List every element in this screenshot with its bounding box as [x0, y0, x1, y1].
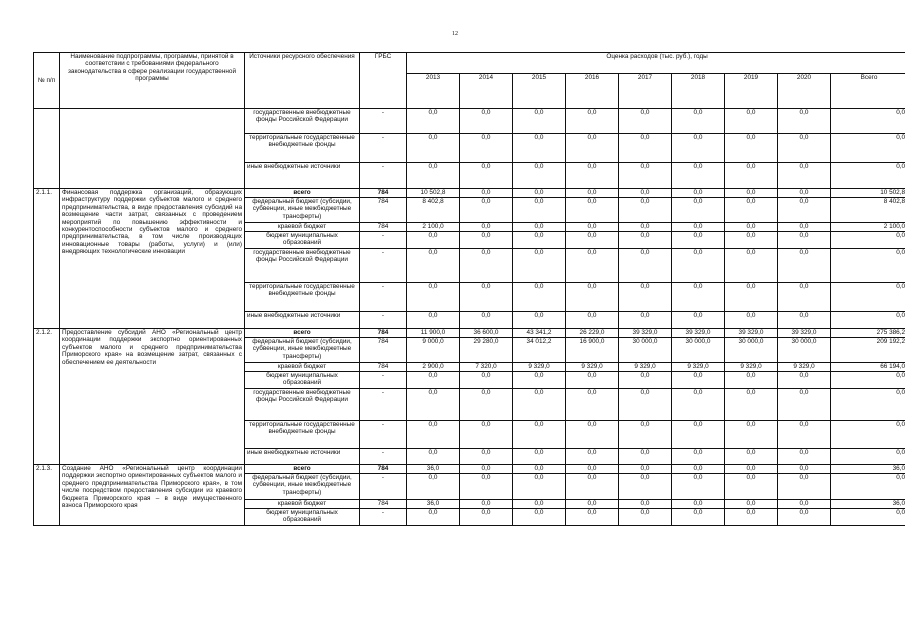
grbs-cell: 784 — [360, 329, 407, 338]
value-cell: 0,0 — [566, 134, 619, 163]
value-cell: 0,0 — [513, 509, 566, 526]
value-cell: 0,0 — [513, 232, 566, 249]
value-cell: 0,0 — [619, 283, 672, 312]
total-cell: 0,0 — [831, 389, 905, 421]
value-cell: 0,0 — [566, 283, 619, 312]
value-cell: 0,0 — [460, 163, 513, 189]
value-cell: 0,0 — [513, 198, 566, 223]
value-cell: 0,0 — [566, 465, 619, 474]
value-cell: 29 280,0 — [460, 338, 513, 363]
value-cell: 0,0 — [407, 509, 460, 526]
value-cell: 0,0 — [513, 223, 566, 232]
table-row — [34, 465, 905, 474]
header-year: 2020 — [778, 74, 831, 109]
value-cell: 0,0 — [407, 283, 460, 312]
row-number: 2.1.3. — [34, 465, 60, 526]
value-cell: 0,0 — [513, 372, 566, 389]
value-cell: 0,0 — [672, 189, 725, 198]
value-cell: 0,0 — [513, 449, 566, 465]
value-cell: 0,0 — [513, 134, 566, 163]
value-cell: 0,0 — [725, 449, 778, 465]
grbs-cell: 784 — [360, 338, 407, 363]
source-cell: федеральный бюджет (субсидии, субвенции, иные межбюджетные трансферты) — [245, 198, 360, 223]
total-cell: 66 194,0 — [831, 363, 905, 372]
header-total: Всего — [831, 74, 905, 109]
value-cell: 0,0 — [778, 449, 831, 465]
source-cell: всего — [245, 465, 360, 474]
value-cell: 36 600,0 — [460, 329, 513, 338]
grbs-cell: - — [360, 474, 407, 500]
value-cell: 0,0 — [672, 465, 725, 474]
header-year: 2015 — [513, 74, 566, 109]
value-cell: 0,0 — [725, 465, 778, 474]
value-cell: 0,0 — [566, 449, 619, 465]
value-cell: 0,0 — [725, 372, 778, 389]
grbs-cell: - — [360, 312, 407, 329]
value-cell: 0,0 — [460, 249, 513, 283]
value-cell: 0,0 — [619, 223, 672, 232]
value-cell: 0,0 — [619, 372, 672, 389]
header-year: 2019 — [725, 74, 778, 109]
value-cell: 0,0 — [619, 389, 672, 421]
value-cell: 0,0 — [460, 449, 513, 465]
value-cell: 0,0 — [619, 449, 672, 465]
total-cell: 2 100,0 — [831, 223, 905, 232]
value-cell: 0,0 — [460, 474, 513, 500]
table-row — [34, 189, 905, 198]
grbs-cell: 784 — [360, 465, 407, 474]
value-cell: 0,0 — [778, 500, 831, 509]
row-number: 2.1.1. — [34, 189, 60, 329]
source-cell: иные внебюджетные источники — [245, 312, 360, 329]
value-cell: 0,0 — [513, 249, 566, 283]
value-cell: 9 329,0 — [513, 363, 566, 372]
header-sources: Источники ресурсного обеспечения — [245, 53, 360, 109]
value-cell: 0,0 — [778, 189, 831, 198]
value-cell: 0,0 — [778, 283, 831, 312]
value-cell: 0,0 — [778, 465, 831, 474]
value-cell: 0,0 — [725, 198, 778, 223]
value-cell: 0,0 — [407, 163, 460, 189]
value-cell: 0,0 — [460, 198, 513, 223]
grbs-cell: 784 — [360, 363, 407, 372]
value-cell: 0,0 — [460, 500, 513, 509]
source-cell: бюджет муниципальных образований — [245, 509, 360, 526]
header-year: 2014 — [460, 74, 513, 109]
value-cell: 9 329,0 — [778, 363, 831, 372]
value-cell: 0,0 — [725, 223, 778, 232]
value-cell: 0,0 — [778, 232, 831, 249]
value-cell: 0,0 — [460, 389, 513, 421]
source-cell: государственные внебюджетные фонды Российской Федерации — [245, 249, 360, 283]
value-cell: 0,0 — [566, 474, 619, 500]
value-cell: 0,0 — [513, 189, 566, 198]
value-cell: 0,0 — [619, 500, 672, 509]
total-cell: 209 192,2 — [831, 338, 905, 363]
value-cell: 0,0 — [672, 134, 725, 163]
source-cell: иные внебюджетные источники — [245, 449, 360, 465]
value-cell: 0,0 — [460, 372, 513, 389]
source-cell: краевой бюджет — [245, 363, 360, 372]
value-cell: 0,0 — [725, 312, 778, 329]
value-cell: 0,0 — [407, 449, 460, 465]
value-cell: 0,0 — [460, 283, 513, 312]
value-cell: 0,0 — [778, 223, 831, 232]
value-cell: 0,0 — [672, 109, 725, 134]
grbs-cell: 784 — [360, 189, 407, 198]
value-cell: 0,0 — [672, 283, 725, 312]
grbs-cell: - — [360, 449, 407, 465]
value-cell: 30 000,0 — [778, 338, 831, 363]
value-cell: 0,0 — [778, 372, 831, 389]
header-estimate: Оценка расходов (тыс. руб.), годы — [407, 53, 905, 74]
value-cell: 0,0 — [619, 198, 672, 223]
value-cell: 0,0 — [460, 109, 513, 134]
value-cell: 0,0 — [566, 232, 619, 249]
value-cell: 0,0 — [778, 421, 831, 449]
value-cell: 0,0 — [513, 474, 566, 500]
value-cell: 0,0 — [566, 163, 619, 189]
value-cell: 0,0 — [619, 465, 672, 474]
value-cell: 34 012,2 — [513, 338, 566, 363]
value-cell: 0,0 — [407, 232, 460, 249]
total-cell: 0,0 — [831, 109, 905, 134]
total-cell: 0,0 — [831, 232, 905, 249]
value-cell: 0,0 — [619, 249, 672, 283]
value-cell: 0,0 — [672, 198, 725, 223]
value-cell: 0,0 — [725, 500, 778, 509]
row-name: Финансовая поддержка организаций, образующих инфраструктуру поддержки субъектов малого и среднего предпринимательства, в виде предоставления субсидий на возмещение части затрат, связанных с проведением мероприятий по повышению эффективности и конкурентоспособности субъектов малого и среднего предпринимательства, в том числе производящих инновационные товары (работы, услуги) и (или) внедряющих технологические инновации — [60, 189, 245, 329]
total-cell: 0,0 — [831, 449, 905, 465]
value-cell: 26 229,0 — [566, 329, 619, 338]
value-cell: 0,0 — [619, 109, 672, 134]
value-cell: 0,0 — [725, 421, 778, 449]
value-cell: 0,0 — [619, 509, 672, 526]
value-cell: 0,0 — [672, 449, 725, 465]
value-cell: 0,0 — [566, 312, 619, 329]
value-cell: 0,0 — [672, 389, 725, 421]
value-cell: 0,0 — [778, 249, 831, 283]
value-cell: 0,0 — [460, 134, 513, 163]
value-cell: 9 329,0 — [619, 363, 672, 372]
value-cell: 8 402,8 — [407, 198, 460, 223]
value-cell: 0,0 — [725, 474, 778, 500]
value-cell: 2 900,0 — [407, 363, 460, 372]
value-cell: 0,0 — [566, 249, 619, 283]
value-cell: 0,0 — [619, 189, 672, 198]
grbs-cell: - — [360, 163, 407, 189]
source-cell: всего — [245, 329, 360, 338]
value-cell: 0,0 — [725, 509, 778, 526]
value-cell: 0,0 — [672, 421, 725, 449]
header-year: 2018 — [672, 74, 725, 109]
value-cell: 0,0 — [778, 474, 831, 500]
value-cell: 2 100,0 — [407, 223, 460, 232]
value-cell: 39 329,0 — [778, 329, 831, 338]
total-cell: 0,0 — [831, 283, 905, 312]
value-cell: 0,0 — [566, 372, 619, 389]
grbs-cell: - — [360, 509, 407, 526]
value-cell: 9 329,0 — [725, 363, 778, 372]
total-cell: 0,0 — [831, 372, 905, 389]
header-grbs: ГРБС — [360, 53, 407, 109]
total-cell: 0,0 — [831, 421, 905, 449]
total-cell: 0,0 — [831, 509, 905, 526]
value-cell: 0,0 — [460, 223, 513, 232]
source-cell: бюджет муниципальных образований — [245, 232, 360, 249]
header-name: Наименование подпрограммы, программы, принятой в соответствии с требованиями федерального законодательства в сфере реализации государственной программы — [60, 53, 245, 109]
value-cell: 0,0 — [460, 421, 513, 449]
total-cell: 0,0 — [831, 474, 905, 500]
row-name — [60, 109, 245, 189]
value-cell: 0,0 — [407, 372, 460, 389]
value-cell: 39 329,0 — [672, 329, 725, 338]
value-cell: 0,0 — [460, 232, 513, 249]
source-cell: всего — [245, 189, 360, 198]
value-cell: 0,0 — [778, 509, 831, 526]
value-cell: 0,0 — [513, 283, 566, 312]
value-cell: 0,0 — [513, 389, 566, 421]
value-cell: 0,0 — [619, 421, 672, 449]
source-cell: государственные внебюджетные фонды Российской Федерации — [245, 389, 360, 421]
value-cell: 36,0 — [407, 465, 460, 474]
source-cell: федеральный бюджет (субсидии, субвенции, иные межбюджетные трансферты) — [245, 474, 360, 500]
value-cell: 0,0 — [407, 421, 460, 449]
value-cell: 0,0 — [460, 312, 513, 329]
value-cell: 0,0 — [566, 189, 619, 198]
row-name: Предоставление субсидий АНО «Региональный центр координации поддержки экспортно ориентированных субъектов малого и среднего предпринимательства Приморского края» на возмещение затрат, связанных с обеспечением ее деятельности — [60, 329, 245, 465]
value-cell: 39 329,0 — [619, 329, 672, 338]
grbs-cell: - — [360, 249, 407, 283]
source-cell: территориальные государственные внебюджетные фонды — [245, 283, 360, 312]
value-cell: 0,0 — [513, 465, 566, 474]
value-cell: 0,0 — [407, 312, 460, 329]
header-num: № п/п — [34, 53, 60, 109]
value-cell: 0,0 — [672, 500, 725, 509]
total-cell: 36,0 — [831, 500, 905, 509]
value-cell: 0,0 — [778, 198, 831, 223]
value-cell: 0,0 — [725, 232, 778, 249]
value-cell: 0,0 — [672, 249, 725, 283]
table-row — [34, 329, 905, 338]
table-row — [34, 109, 905, 134]
value-cell: 0,0 — [566, 500, 619, 509]
value-cell: 0,0 — [619, 474, 672, 500]
value-cell: 0,0 — [460, 465, 513, 474]
value-cell: 0,0 — [513, 500, 566, 509]
value-cell: 9 329,0 — [672, 363, 725, 372]
value-cell: 0,0 — [407, 249, 460, 283]
value-cell: 16 900,0 — [566, 338, 619, 363]
total-cell: 0,0 — [831, 312, 905, 329]
value-cell: 0,0 — [513, 109, 566, 134]
source-cell: государственные внебюджетные фонды Российской Федерации — [245, 109, 360, 134]
value-cell: 36,0 — [407, 500, 460, 509]
value-cell: 0,0 — [672, 223, 725, 232]
total-cell: 10 502,8 — [831, 189, 905, 198]
grbs-cell: - — [360, 421, 407, 449]
value-cell: 0,0 — [672, 474, 725, 500]
value-cell: 7 320,0 — [460, 363, 513, 372]
value-cell: 0,0 — [672, 372, 725, 389]
value-cell: 0,0 — [725, 189, 778, 198]
value-cell: 39 329,0 — [725, 329, 778, 338]
total-cell: 275 386,2 — [831, 329, 905, 338]
source-cell: краевой бюджет — [245, 223, 360, 232]
value-cell: 0,0 — [566, 109, 619, 134]
value-cell: 43 341,2 — [513, 329, 566, 338]
value-cell: 0,0 — [566, 223, 619, 232]
value-cell: 0,0 — [566, 198, 619, 223]
value-cell: 0,0 — [725, 283, 778, 312]
value-cell: 30 000,0 — [725, 338, 778, 363]
header-year: 2016 — [566, 74, 619, 109]
grbs-cell: - — [360, 389, 407, 421]
value-cell: 0,0 — [778, 134, 831, 163]
grbs-cell: - — [360, 372, 407, 389]
value-cell: 0,0 — [725, 134, 778, 163]
value-cell: 0,0 — [778, 109, 831, 134]
row-name: Создание АНО «Региональный центр координации поддержки экспортно ориентированных субъектов малого и среднего предпринимательства Приморского края», в том числе посредством предоставления субсидии из краевого бюджета Приморского края – в виде имущественного взноса Приморского края — [60, 465, 245, 526]
value-cell: 0,0 — [778, 312, 831, 329]
source-cell: бюджет муниципальных образований — [245, 372, 360, 389]
header-year: 2013 — [407, 74, 460, 109]
grbs-cell: - — [360, 283, 407, 312]
value-cell: 0,0 — [725, 109, 778, 134]
value-cell: 0,0 — [725, 163, 778, 189]
page-number: 12 — [452, 31, 458, 37]
value-cell: 30 000,0 — [619, 338, 672, 363]
value-cell: 10 502,8 — [407, 189, 460, 198]
value-cell: 0,0 — [407, 389, 460, 421]
value-cell: 0,0 — [778, 389, 831, 421]
total-cell: 0,0 — [831, 249, 905, 283]
value-cell: 0,0 — [460, 189, 513, 198]
value-cell: 0,0 — [619, 163, 672, 189]
row-number — [34, 109, 60, 189]
value-cell: 0,0 — [407, 134, 460, 163]
row-number: 2.1.2. — [34, 329, 60, 465]
source-cell: иные внебюджетные источники — [245, 163, 360, 189]
total-cell: 0,0 — [831, 134, 905, 163]
value-cell: 0,0 — [407, 109, 460, 134]
grbs-cell: 784 — [360, 500, 407, 509]
value-cell: 0,0 — [725, 389, 778, 421]
value-cell: 9 329,0 — [566, 363, 619, 372]
header-year: 2017 — [619, 74, 672, 109]
source-cell: территориальные государственные внебюджетные фонды — [245, 421, 360, 449]
source-cell: краевой бюджет — [245, 500, 360, 509]
grbs-cell: - — [360, 109, 407, 134]
value-cell: 0,0 — [513, 163, 566, 189]
value-cell: 0,0 — [460, 509, 513, 526]
value-cell: 0,0 — [725, 249, 778, 283]
total-cell: 8 402,8 — [831, 198, 905, 223]
value-cell: 0,0 — [513, 312, 566, 329]
value-cell: 9 000,0 — [407, 338, 460, 363]
value-cell: 0,0 — [672, 312, 725, 329]
value-cell: 0,0 — [619, 312, 672, 329]
value-cell: 0,0 — [672, 232, 725, 249]
grbs-cell: 784 — [360, 223, 407, 232]
value-cell: 0,0 — [619, 232, 672, 249]
grbs-cell: 784 — [360, 198, 407, 223]
value-cell: 0,0 — [672, 163, 725, 189]
value-cell: 0,0 — [566, 421, 619, 449]
budget-table — [33, 52, 905, 526]
value-cell: 0,0 — [619, 134, 672, 163]
value-cell: 0,0 — [513, 421, 566, 449]
value-cell: 0,0 — [778, 163, 831, 189]
total-cell: 0,0 — [831, 163, 905, 189]
value-cell: 0,0 — [407, 474, 460, 500]
value-cell: 11 900,0 — [407, 329, 460, 338]
total-cell: 36,0 — [831, 465, 905, 474]
value-cell: 30 000,0 — [672, 338, 725, 363]
source-cell: федеральный бюджет (субсидии, субвенции, иные межбюджетные трансферты) — [245, 338, 360, 363]
value-cell: 0,0 — [566, 389, 619, 421]
source-cell: территориальные государственные внебюджетные фонды — [245, 134, 360, 163]
value-cell: 0,0 — [672, 509, 725, 526]
grbs-cell: - — [360, 232, 407, 249]
grbs-cell: - — [360, 134, 407, 163]
value-cell: 0,0 — [566, 509, 619, 526]
